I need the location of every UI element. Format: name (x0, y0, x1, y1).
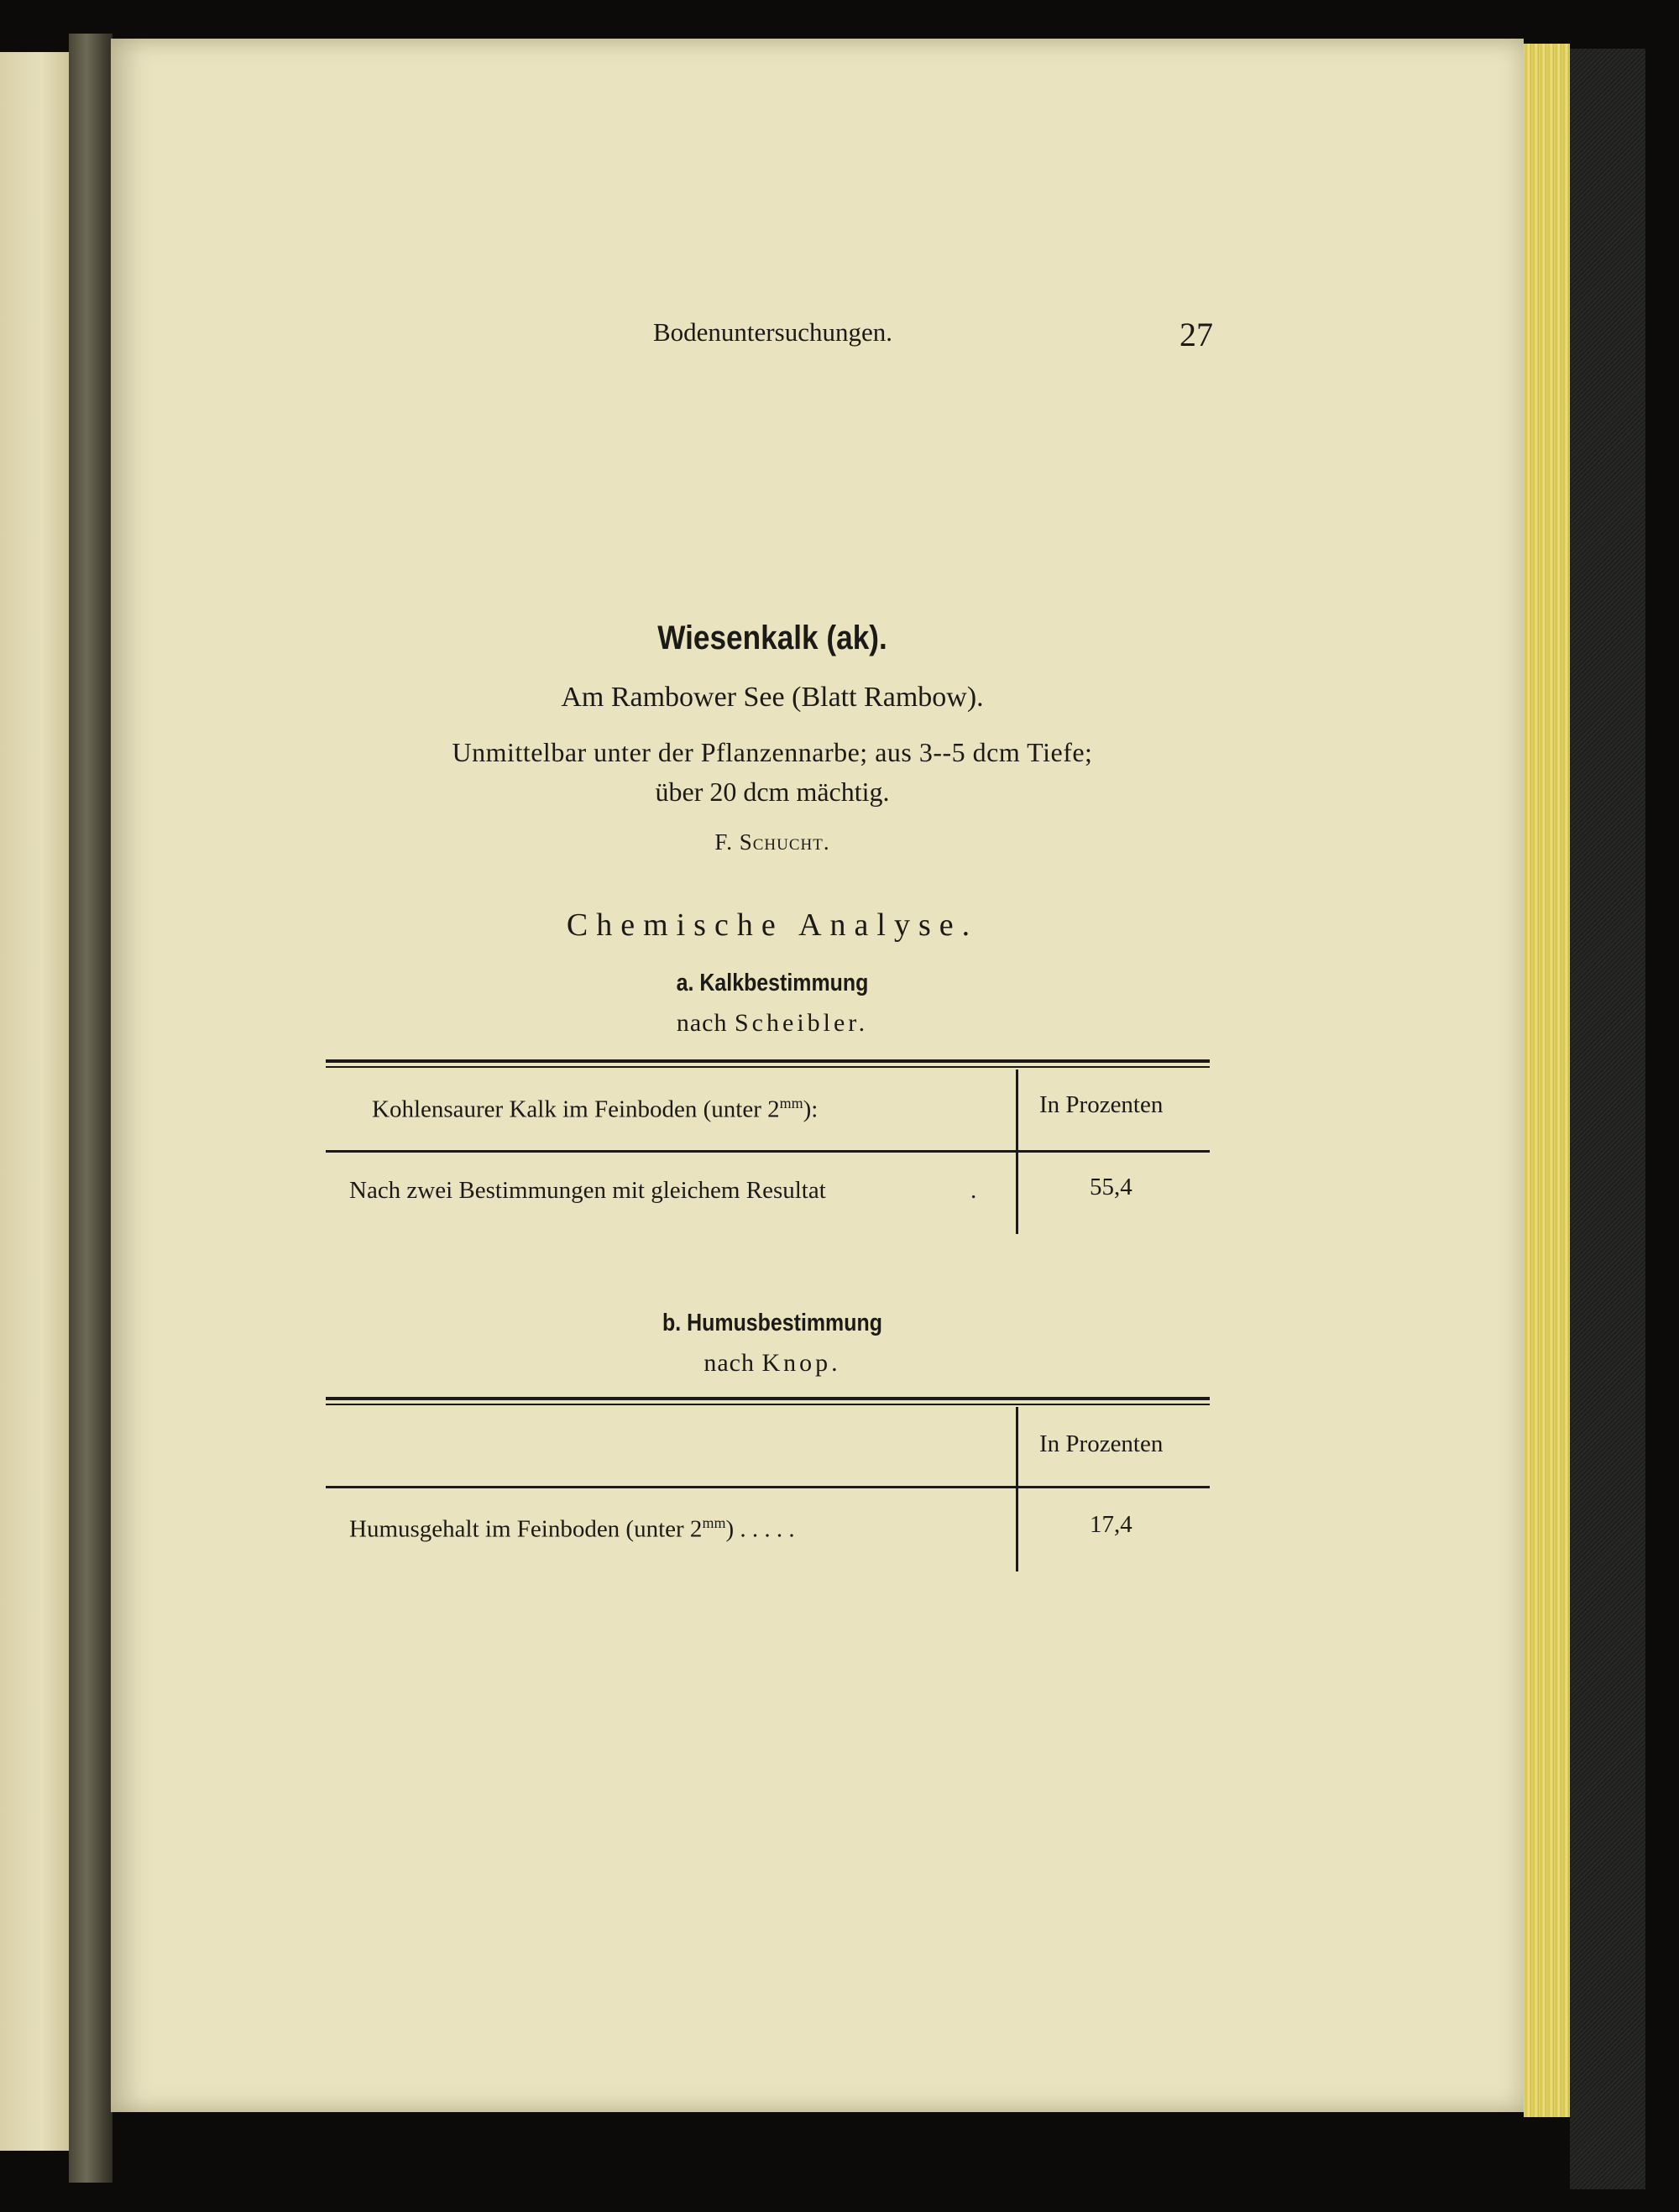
page-number: 27 (1179, 316, 1213, 353)
book-cover (1570, 49, 1645, 2189)
section-title: Chemische Analyse. (566, 907, 979, 943)
author-name: Schucht. (739, 829, 830, 855)
row-leader: . . . . . (740, 1515, 795, 1543)
page-block-edge (1524, 44, 1570, 2117)
humus-table (326, 1397, 1210, 1573)
facing-page-edge (0, 52, 69, 2151)
table-top-rule-thin (326, 1066, 1210, 1068)
author-initial: F. (714, 829, 733, 855)
table-top-rule (326, 1397, 1210, 1400)
row-label: Humusgehalt im Feinboden (unter $2^{mm}$) . . . . . (349, 1514, 795, 1543)
part-b-method-prefix: nach (704, 1349, 755, 1377)
part-b-method (0, 1349, 1545, 1378)
part-a-heading: a. Kalkbestimmung (676, 970, 869, 996)
part-a-method (0, 1009, 1545, 1038)
running-header: Bodenuntersuchungen. (653, 317, 892, 347)
header-rule (326, 1150, 1210, 1153)
table-top-rule (326, 1059, 1210, 1063)
author-line (0, 829, 1545, 855)
column-header-percent: In Prozenten (1039, 1091, 1164, 1118)
part-b-method-name: Knop. (761, 1349, 841, 1377)
row-value: 17,4 (1090, 1511, 1132, 1538)
sample-location: Am Rambower See (Blatt Rambow). (561, 682, 984, 713)
part-a-method-prefix: nach (676, 1009, 728, 1037)
row-label: Nach zwei Bestimmungen mit gleichem Resultat (349, 1177, 826, 1204)
column-header-percent: In Prozenten (1039, 1430, 1164, 1457)
lime-table (326, 1059, 1210, 1236)
part-a-method-name: Scheibler. (735, 1009, 869, 1037)
part-b-heading: b. Humusbestimmung (662, 1310, 882, 1336)
page-title: Wiesenkalk (ak). (657, 620, 887, 656)
header-rule (326, 1486, 1210, 1488)
row-leader: . (970, 1177, 977, 1204)
sample-depth-line-2: über 20 dcm mächtig. (655, 777, 890, 807)
book-gutter (69, 34, 112, 2183)
row-value: 55,4 (1090, 1174, 1132, 1200)
column-label: Kohlensaurer Kalk im Feinboden (unter $2^{mm}$): (372, 1095, 819, 1123)
column-divider (1016, 1407, 1018, 1571)
sample-depth-line-1: Unmittelbar unter der Pflanzennarbe; aus 3--5 dcm Tiefe; (452, 737, 1093, 767)
table-top-rule-thin (326, 1404, 1210, 1405)
